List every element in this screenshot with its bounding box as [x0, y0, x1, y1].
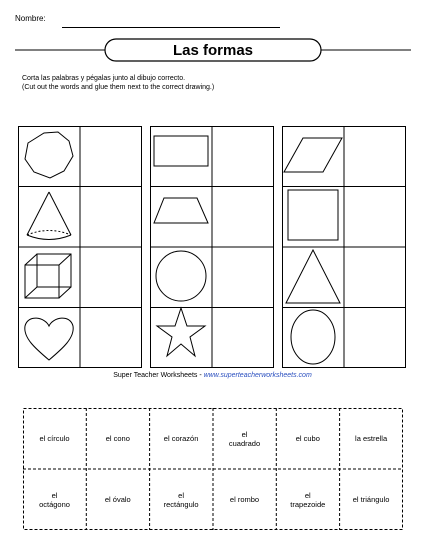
triangle-shape	[286, 250, 340, 303]
word-el-circulo: el círculo	[39, 434, 70, 443]
word-el-cuadrado: el cuadrado	[228, 429, 261, 448]
name-label: Nombre:	[15, 14, 46, 23]
page-title: Las formas	[172, 42, 254, 59]
word-el-octagono: el octágono	[39, 490, 70, 509]
footer-text: Super Teacher Worksheets -	[113, 372, 204, 379]
shape-grid-2	[150, 126, 274, 368]
word-el-triangulo: el triángulo	[352, 495, 390, 504]
cube-shape	[25, 254, 71, 298]
circle-shape	[156, 251, 206, 301]
word-el-trapezoide: el trapezoide	[290, 490, 326, 509]
instructions-english: (Cut out the words and glue them next to the correct drawing.)	[22, 84, 215, 91]
word-el-cubo: el cubo	[295, 434, 320, 443]
title-banner	[15, 38, 411, 62]
word-la-estrella: la estrella	[355, 434, 388, 443]
cone-shape	[27, 192, 71, 240]
instructions	[22, 74, 214, 92]
rhombus-shape	[284, 138, 342, 172]
heart-shape	[25, 318, 73, 360]
word-el-corazon: el corazón	[163, 434, 199, 443]
instructions-spanish: Corta las palabras y pégalas junto al dibujo correcto.	[22, 75, 186, 82]
cutout-words	[23, 408, 403, 530]
shape-grid-1	[18, 126, 142, 368]
word-el-rectangulo: el rectángulo	[163, 490, 199, 509]
footer-credit	[0, 372, 425, 379]
star-shape	[157, 308, 205, 356]
name-line	[62, 27, 280, 28]
word-el-ovalo: el óvalo	[104, 495, 131, 504]
trapezoid-shape	[154, 198, 208, 223]
square-shape	[288, 190, 338, 240]
oval-shape	[291, 310, 335, 364]
footer-link[interactable]: www.superteacherworksheets.com	[203, 372, 312, 379]
shape-grid-3	[282, 126, 406, 368]
octagon-shape	[25, 132, 73, 178]
word-el-rombo: el rombo	[229, 495, 260, 504]
rectangle-shape	[154, 136, 208, 166]
word-el-cono: el cono	[105, 434, 130, 443]
